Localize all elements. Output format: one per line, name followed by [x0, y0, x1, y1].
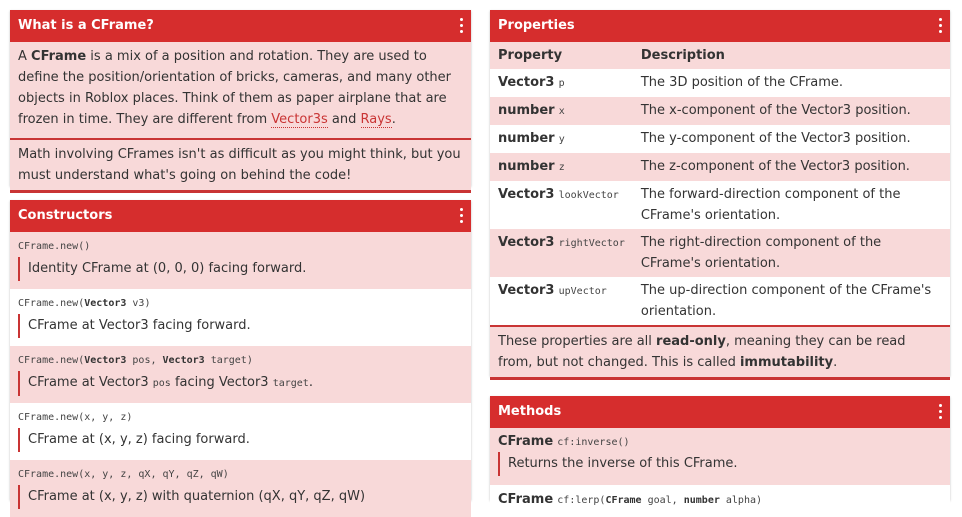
constructor-signature: CFrame.new(x, y, z, qX, qY, qZ, qW): [18, 469, 229, 480]
methods-header: [490, 396, 950, 428]
intro-paragraph: A CFrame is a mix of a position and rotation. They are used to define the position/orientation of bricks, cameras, and many other objects in Roblox places. Think of them as paper airplane that are frozen in time. They are different from Vector3s and Rays.: [10, 42, 471, 138]
description-cell: The z-component of the Vector3 position.: [640, 159, 910, 174]
math-paragraph: Math involving CFrames isn't as difficult as you might think, but you must understand what's going on behind the code!: [10, 140, 471, 190]
property-cell: number y: [498, 131, 565, 146]
method-item: [490, 485, 950, 515]
description-cell: The up-direction component of the CFrame's orientation.: [640, 283, 932, 319]
card-title: Methods: [498, 404, 562, 419]
constructor-description: CFrame at (x, y, z) with quaternion (qX, qY, qZ, qW): [18, 485, 463, 509]
description-cell: The y-component of the Vector3 position.: [640, 131, 911, 146]
table-row: [490, 97, 950, 125]
card-bottom-border: [490, 377, 950, 380]
constructor-description: CFrame at (x, y, z) facing forward.: [18, 428, 463, 452]
constructor-item: [10, 460, 471, 517]
property-cell: Vector3 rightVector: [498, 235, 625, 250]
description-cell: The right-direction component of the CFrame's orientation.: [640, 235, 882, 271]
description-cell: The 3D position of the CFrame.: [640, 75, 844, 90]
card-title: Properties: [498, 18, 575, 33]
constructor-description: Identity CFrame at (0, 0, 0) facing forward.: [18, 257, 463, 281]
constructor-item: [10, 346, 471, 403]
table-row: [490, 277, 950, 325]
column-header-property: Property: [498, 48, 563, 63]
constructor-description: CFrame at Vector3 facing forward.: [18, 314, 463, 338]
description-cell: The x-component of the Vector3 position.: [640, 103, 911, 118]
property-cell: Vector3 p: [498, 75, 565, 90]
what-is-cframe-header: [10, 10, 471, 42]
kebab-menu-icon[interactable]: [939, 18, 942, 34]
table-header-row: [490, 42, 950, 69]
table-row: [490, 125, 950, 153]
constructor-item: [10, 289, 471, 346]
property-cell: Vector3 lookVector: [498, 187, 619, 202]
constructor-item: [10, 403, 471, 460]
description-cell: The forward-direction component of the CFrame's orientation.: [640, 187, 901, 223]
table-row: [490, 229, 950, 277]
table-row: [490, 181, 950, 229]
rays-link[interactable]: Rays: [360, 112, 392, 127]
properties-header: [490, 10, 950, 42]
card-title: Constructors: [18, 208, 113, 223]
property-cell: number z: [498, 159, 565, 174]
constructor-signature: CFrame.new(Vector3 v3): [18, 298, 151, 309]
constructors-card: [10, 200, 471, 504]
read-only-term: read-only: [656, 334, 726, 349]
card-bottom-border: [10, 190, 471, 193]
method-item: [490, 428, 950, 485]
methods-card: [490, 396, 950, 507]
cframe-term: CFrame: [31, 49, 87, 64]
kebab-menu-icon[interactable]: [460, 18, 463, 34]
what-is-cframe-card: [10, 10, 471, 186]
vector3s-link[interactable]: Vector3s: [271, 112, 328, 127]
table-row: [490, 69, 950, 97]
kebab-menu-icon[interactable]: [939, 404, 942, 420]
constructor-signature: CFrame.new(): [18, 241, 91, 252]
table-row: [490, 153, 950, 181]
properties-table: [490, 42, 950, 325]
method-description: Returns the inverse of this CFrame.: [498, 452, 942, 476]
method-signature: CFrame cf:lerp(CFrame goal, number alpha): [498, 492, 763, 507]
column-header-description: Description: [640, 48, 725, 63]
constructor-item: [10, 232, 471, 289]
constructor-description: CFrame at Vector3 pos facing Vector3 target.: [18, 371, 463, 396]
kebab-menu-icon[interactable]: [460, 208, 463, 224]
card-title: What is a CFrame?: [18, 18, 154, 33]
immutability-term: immutability: [739, 355, 834, 370]
property-cell: number x: [498, 103, 565, 118]
property-cell: Vector3 upVector: [498, 283, 607, 298]
constructor-signature: CFrame.new(x, y, z): [18, 412, 133, 423]
constructor-signature: CFrame.new(Vector3 pos, Vector3 target): [18, 355, 253, 366]
immutability-note: These properties are all read-only, meaning they can be read from, but not changed. This is called immutability.: [490, 327, 950, 377]
properties-card: [490, 10, 950, 376]
method-signature: CFrame cf:inverse(): [498, 434, 630, 449]
constructors-header: [10, 200, 471, 232]
